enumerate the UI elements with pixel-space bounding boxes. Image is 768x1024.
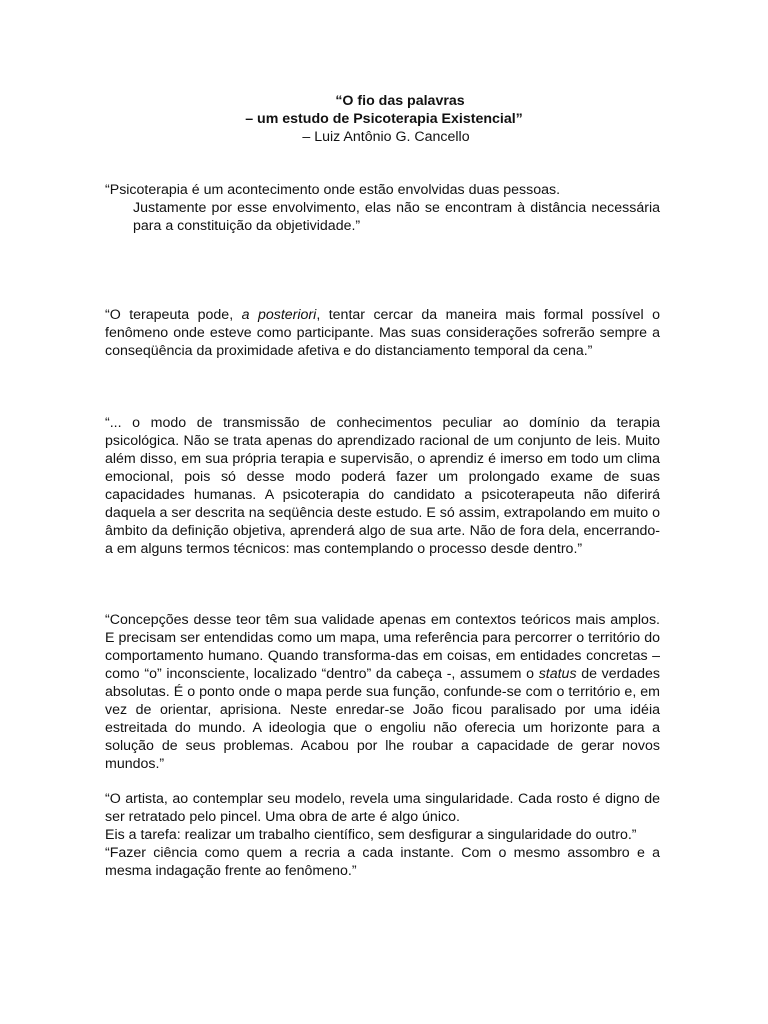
quote-2 <box>105 306 660 360</box>
quote-4-before: “Concepções desse teor têm sua validade apenas em contextos teóricos mais amplos. E precisam ser entendidas como um mapa, uma referência para percorrer o território do comportamento humano. Quando transforma-das em coisas, em entidades concretas – como “o” inconsciente, localizado “dentro” da cabeça -, assumem o <box>105 612 660 682</box>
quote-3: “... o modo de transmissão de conhecimentos peculiar ao domínio da terapia psicológica. Não se trata apenas do aprendizado racional de um conjunto de leis. Muito além disso, em sua própria terapia e supervisão, o aprendiz é imerso em todo um clima emocional, pois só desse modo poderá fazer um prolongado exame de suas capacidades humanas. A psicoterapia do candidato a psicoterapeuta não diferirá daquela a ser descrita na seqüência deste estudo. E só assim, extrapolando em muito o âmbito da definição objetiva, aprenderá algo de sua arte. Não de fora dela, encerrando-a em alguns termos técnicos: mas contemplando o processo desde dentro.” <box>105 415 660 557</box>
quote-1-first-line: “Psicoterapia é um acontecimento onde estão envolvidas duas pessoas. <box>105 182 561 198</box>
quote-4-after: de verdades absolutas. É o ponto onde o mapa perde sua função, confunde-se com o território e, em vez de orientar, aprisiona. Neste enredar-se João ficou paralisado por uma idéia estreitada do mundo. A ideologia que o engoliu não oferecia um horizonte para a solução de seus problemas. Acabou por lhe roubar a capacidade de gerar novos mundos.” <box>105 666 660 772</box>
quote-4-italic: status <box>538 666 577 682</box>
title-block <box>0 92 768 146</box>
quote-5-line-3: “Fazer ciência como quem a recria a cada instante. Com o mesmo assombro e a mesma indagação frente ao fenômeno.” <box>105 845 660 879</box>
quote-5-line-2: Eis a tarefa: realizar um trabalho científico, sem desfigurar a singularidade do outro.” <box>105 827 637 843</box>
author-line: – Luiz Antônio G. Cancello <box>302 129 470 145</box>
quote-2-before: “O terapeuta pode, <box>105 307 242 323</box>
quote-1 <box>105 181 660 235</box>
quote-2-after: , tentar cercar da maneira mais formal possível o fenômeno onde esteve como participante. Mas suas considerações sofrerão sempre a conseqüência da proximidade afetiva e do distanciamento temporal da cena.” <box>105 307 660 359</box>
quote-1-continuation: Justamente por esse envolvimento, elas não se encontram à distância necessária para a constituição da objetividade.” <box>133 200 660 234</box>
quote-5-line-1: “O artista, ao contemplar seu modelo, revela uma singularidade. Cada rosto é digno de ser retratado pelo pincel. Uma obra de arte é algo único. <box>105 791 660 825</box>
title-line-1: “O fio das palavras <box>335 93 465 109</box>
title-line-2: – um estudo de Psicoterapia Existencial” <box>245 111 523 127</box>
quote-4 <box>105 611 660 773</box>
quote-2-italic: a posteriori <box>241 307 317 323</box>
quote-5 <box>105 790 660 880</box>
